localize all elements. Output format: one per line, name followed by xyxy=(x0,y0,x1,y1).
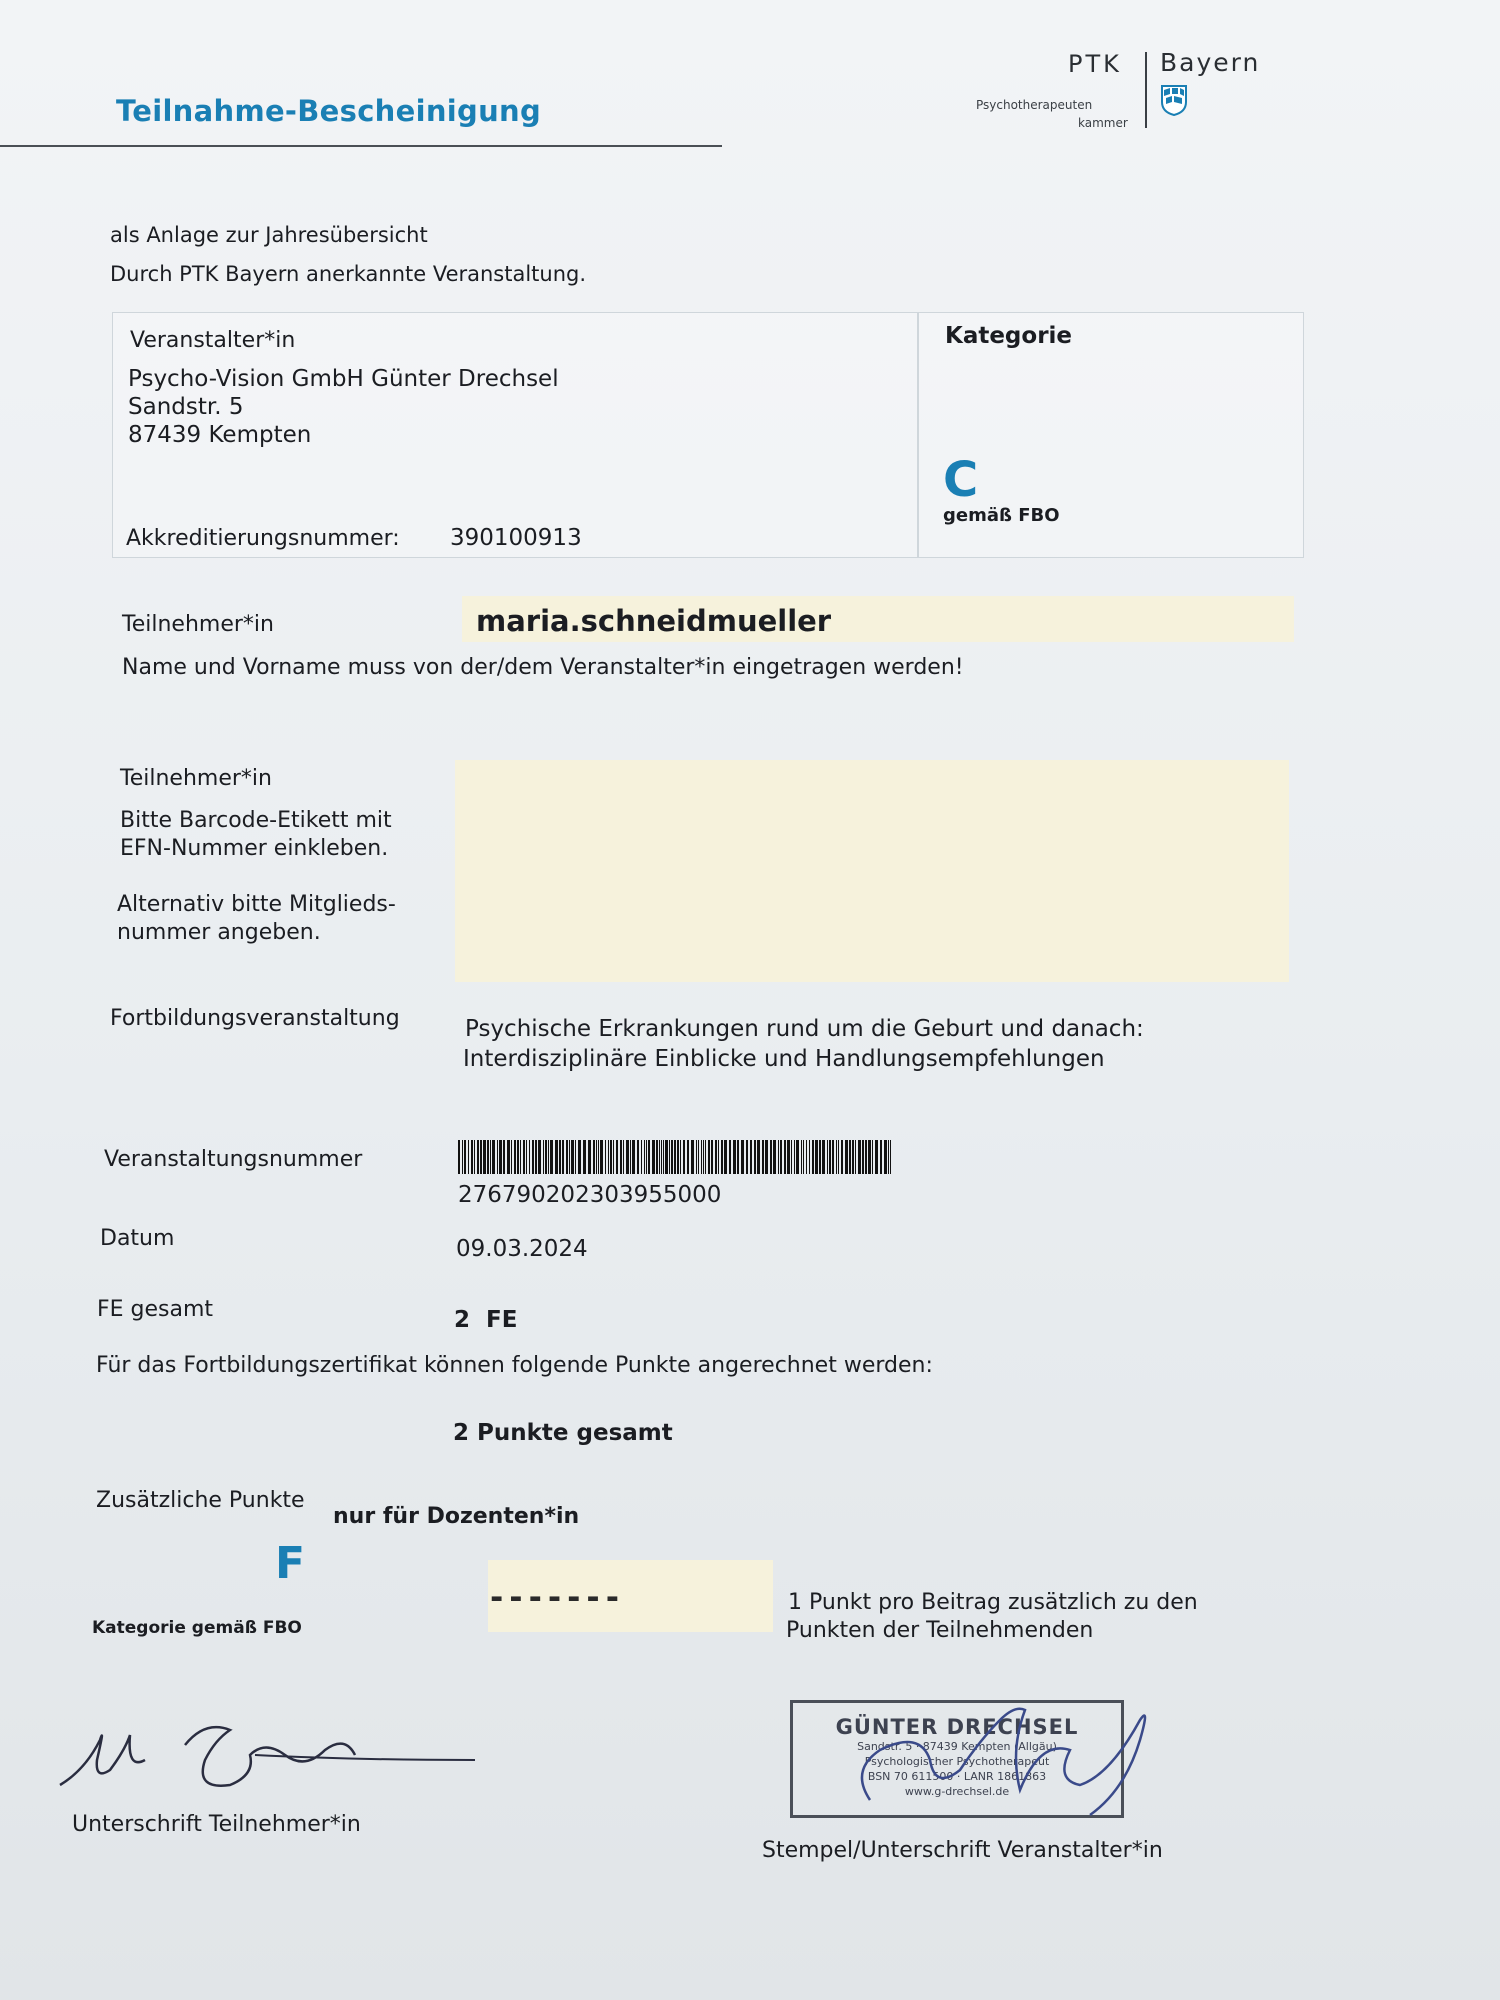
category-label: Kategorie xyxy=(945,323,1073,349)
points-text: Für das Fortbildungszertifikat können folgende Punkte angerechnet werden: xyxy=(96,1353,933,1378)
logo-subtitle-2: kammer xyxy=(1078,116,1128,130)
fe-label: FE gesamt xyxy=(97,1297,214,1322)
event-number-label: Veranstaltungsnummer xyxy=(104,1147,363,1172)
event-title-line-2: Interdisziplinäre Einblicke und Handlungsempfehlungen xyxy=(463,1046,1105,1072)
lecturer-points-dash: ------- xyxy=(490,1578,625,1616)
category-letter: C xyxy=(943,452,979,508)
logo-ptk-text: PTK xyxy=(1068,50,1122,78)
participant-label: Teilnehmer*in xyxy=(122,612,274,637)
event-number-barcode xyxy=(458,1140,893,1174)
logo-subtitle-1: Psychotherapeuten xyxy=(976,98,1093,112)
barcode-label-area xyxy=(455,760,1289,982)
document-title: Teilnahme-Bescheinigung xyxy=(116,94,542,128)
intro-line-2: Durch PTK Bayern anerkannte Veranstaltung. xyxy=(110,262,587,286)
lecturer-note-line-1: 1 Punkt pro Beitrag zusätzlich zu den xyxy=(788,1590,1198,1615)
accreditation-number: 390100913 xyxy=(450,525,582,551)
organizer-signature-label: Stempel/Unterschrift Veranstalter*in xyxy=(762,1838,1163,1863)
organizer-label: Veranstalter*in xyxy=(130,328,296,353)
stamp-profession: Psychologischer Psychotherapeut xyxy=(864,1755,1050,1768)
event-label: Fortbildungsveranstaltung xyxy=(110,1006,400,1031)
category-note: gemäß FBO xyxy=(943,505,1060,526)
event-title-line-1: Psychische Erkrankungen rund um die Geburt und danach: xyxy=(465,1016,1144,1042)
barcode-instruction-2: EFN-Nummer einkleben. xyxy=(120,836,389,861)
lecturer-category-letter: F xyxy=(275,1538,306,1589)
logo-bayern-text: Bayern xyxy=(1160,48,1261,77)
accreditation-label: Akkreditierungsnummer: xyxy=(126,526,400,551)
lecturer-label-prefix: Zusätzliche Punkte xyxy=(96,1488,305,1513)
logo-divider xyxy=(1145,52,1147,128)
lecturer-label-bold: nur für Dozenten*in xyxy=(333,1504,580,1529)
organizer-city: 87439 Kempten xyxy=(128,422,312,448)
date-value: 09.03.2024 xyxy=(456,1236,588,1262)
lecturer-category-note: Kategorie gemäß FBO xyxy=(92,1618,302,1638)
fe-value: 2 FE xyxy=(454,1307,518,1333)
organizer-signature xyxy=(840,1680,1180,1830)
participant-name: maria.schneidmueller xyxy=(476,604,832,638)
organizer-name: Psycho-Vision GmbH Günter Drechsel xyxy=(128,366,559,392)
stamp-address: Sandstr. 5 · 87439 Kempten (Allgäu) xyxy=(857,1740,1057,1753)
participant-hint: Name und Vorname muss von der/dem Veranstalter*in eingetragen werden! xyxy=(122,655,964,680)
stamp-name: GÜNTER DRECHSEL xyxy=(835,1715,1079,1739)
participant-signature xyxy=(55,1700,485,1810)
points-value: 2 Punkte gesamt xyxy=(453,1420,673,1446)
lecturer-note-line-2: Punkten der Teilnehmenden xyxy=(786,1618,1094,1643)
title-underline xyxy=(0,145,722,147)
intro-line-1: als Anlage zur Jahresübersicht xyxy=(110,223,428,247)
date-label: Datum xyxy=(100,1226,175,1251)
event-number: 276790202303955000 xyxy=(458,1182,722,1208)
barcode-instruction-1: Bitte Barcode-Etikett mit xyxy=(120,808,392,833)
participant-signature-label: Unterschrift Teilnehmer*in xyxy=(72,1812,361,1837)
stamp-ids: BSN 70 611500 · LANR 1861863 xyxy=(867,1770,1047,1783)
barcode-section-label: Teilnehmer*in xyxy=(120,766,272,791)
organizer-street: Sandstr. 5 xyxy=(128,394,244,420)
barcode-instruction-3: Alternativ bitte Mitglieds- xyxy=(117,892,396,917)
barcode-instruction-4: nummer angeben. xyxy=(117,920,321,945)
stamp-website: www.g-drechsel.de xyxy=(904,1785,1010,1798)
bavaria-shield-icon xyxy=(1160,84,1188,116)
